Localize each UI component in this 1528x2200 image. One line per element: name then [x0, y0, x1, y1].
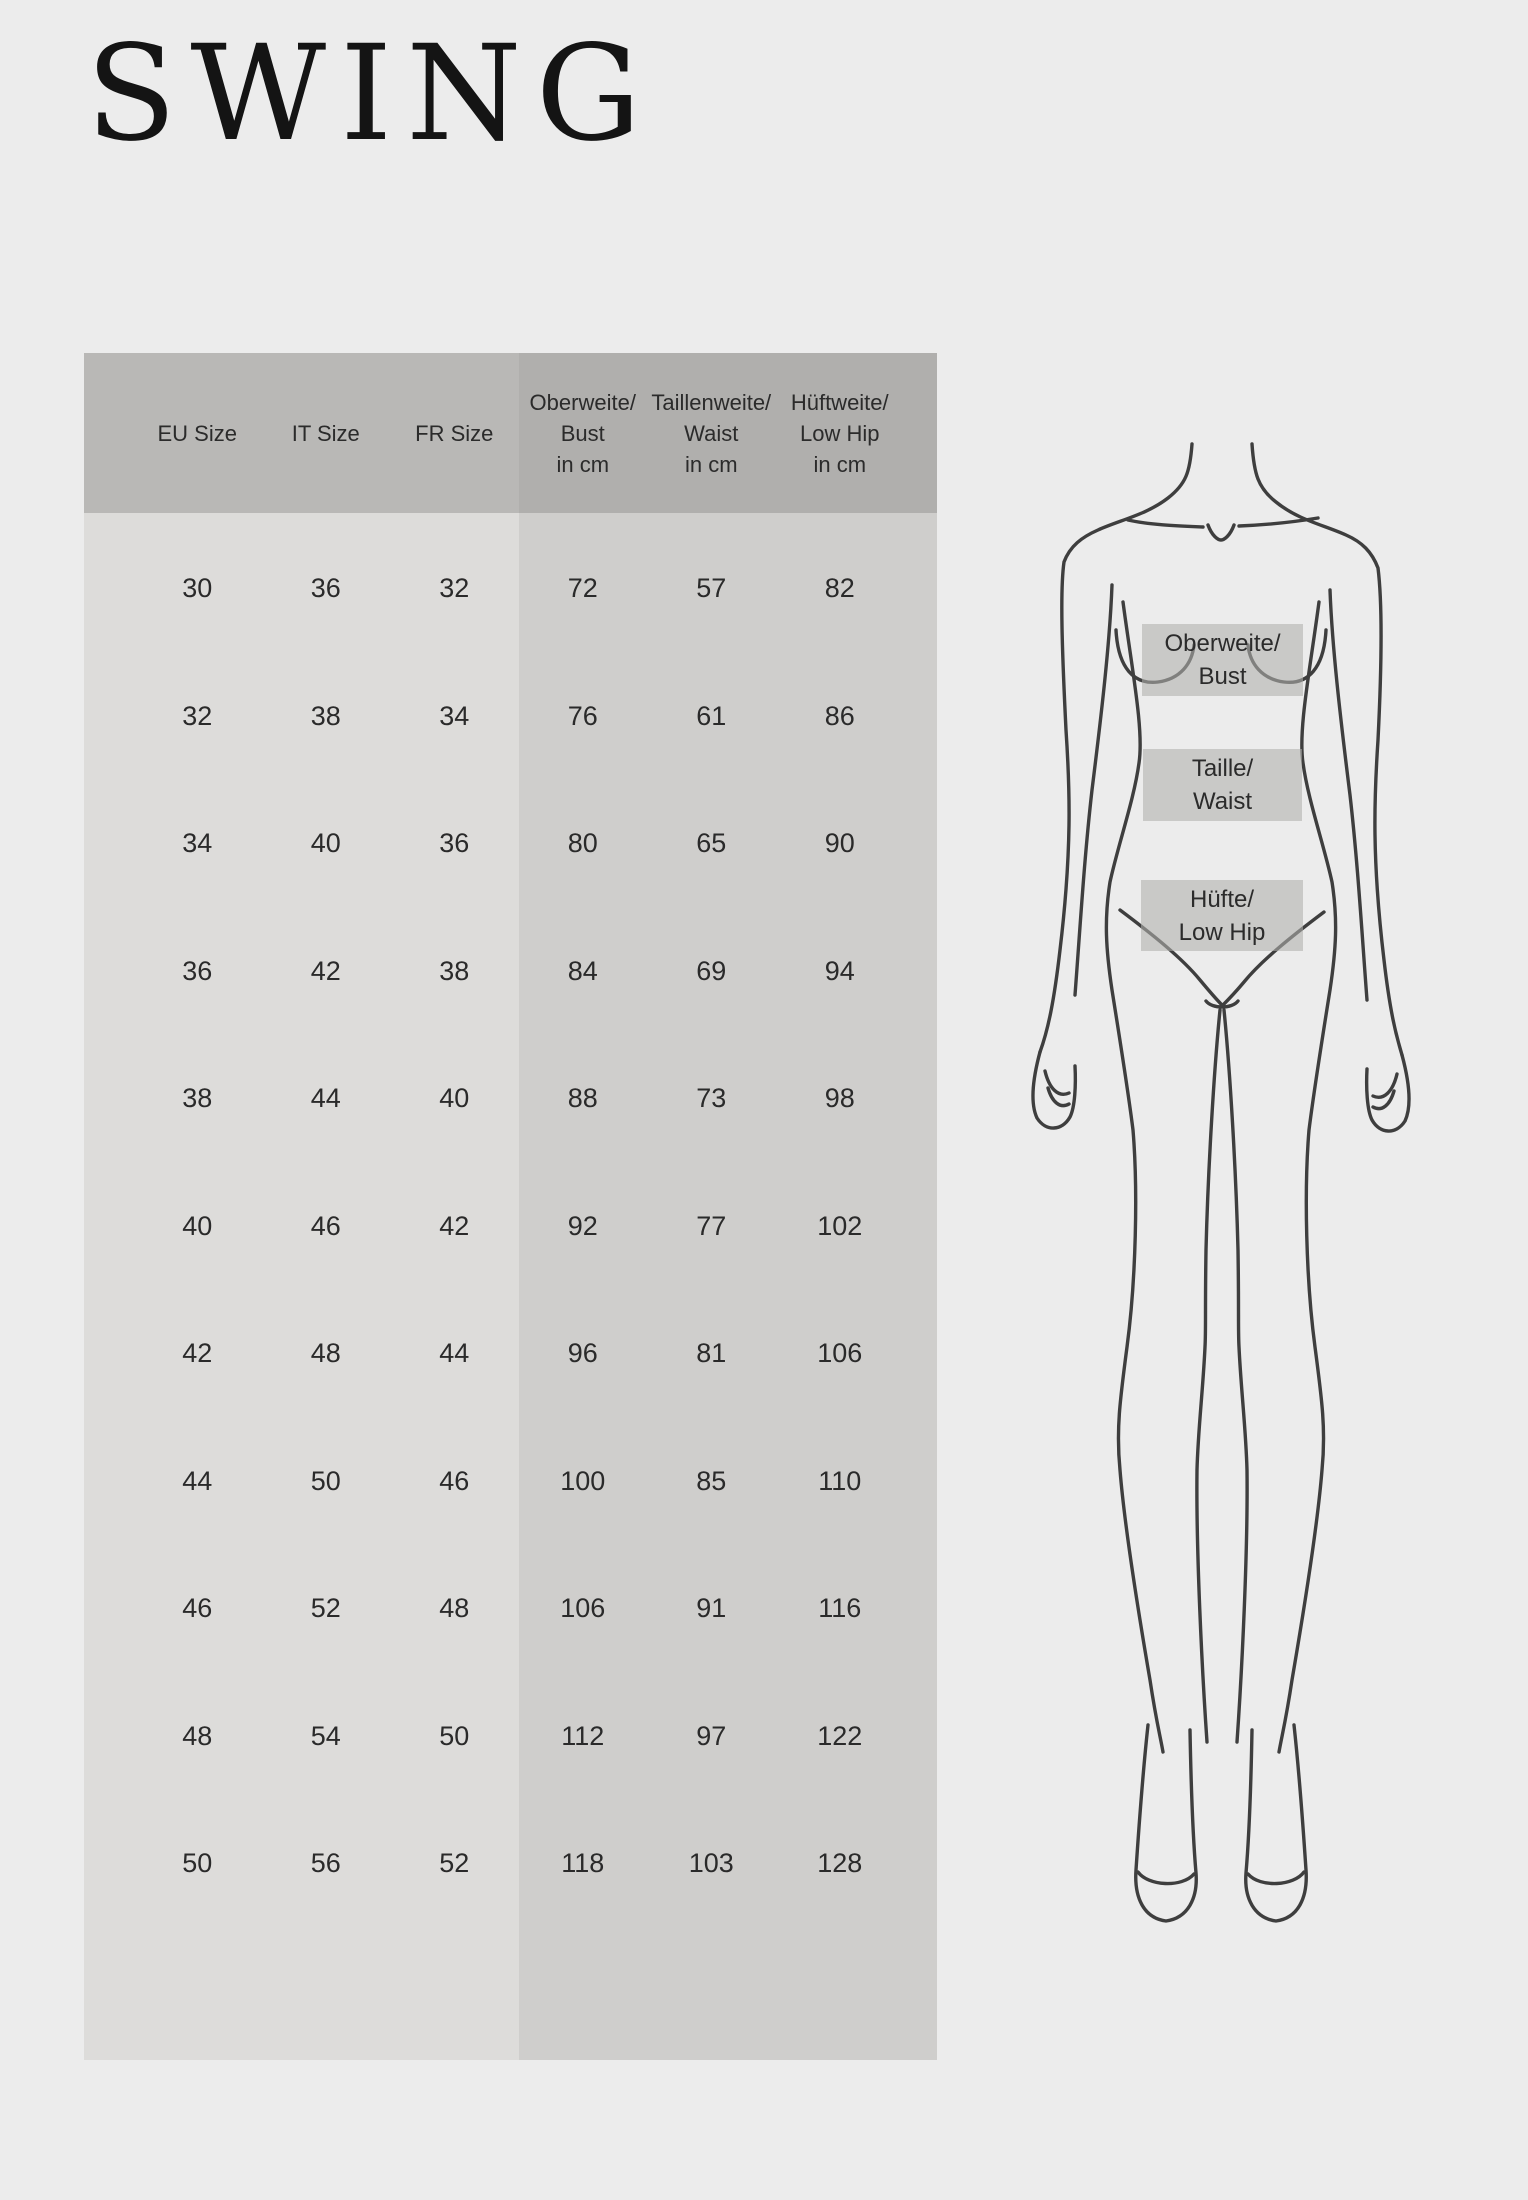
cell-waist: 61 — [696, 700, 727, 731]
column-header-line: Waist — [684, 420, 739, 446]
column-header-line: Taillenweite/ — [651, 389, 772, 415]
cell-fr: 32 — [439, 573, 470, 604]
cell-bust: 96 — [567, 1338, 598, 1369]
cell-low_hip: 122 — [817, 1720, 863, 1751]
body-figure — [1020, 430, 1440, 1930]
column-header-line: Oberweite/ — [529, 389, 636, 415]
cell-low_hip: 94 — [824, 955, 855, 986]
measure-label-line: Bust — [1198, 663, 1247, 690]
figure-left-toe-arc — [1138, 1872, 1194, 1884]
column-header-line: in cm — [684, 451, 738, 477]
cell-fr: 36 — [439, 828, 470, 859]
figure-left-neck-shoulder-arm — [1040, 444, 1192, 1052]
bust-measure-label — [1142, 624, 1303, 696]
cell-bust: 106 — [560, 1593, 606, 1624]
size-table-body — [84, 513, 937, 1928]
column-header-line: in cm — [556, 451, 610, 477]
measure-label-line: Hüfte/ — [1189, 885, 1255, 913]
figure-left-foot — [1136, 1725, 1197, 1921]
hip-measure-label — [1141, 880, 1303, 951]
waist-measure-label — [1143, 749, 1302, 821]
cell-it: 40 — [310, 828, 341, 859]
column-header-measure-1 — [651, 387, 771, 480]
cell-it: 38 — [310, 700, 341, 731]
cell-low_hip: 102 — [817, 1210, 863, 1241]
measure-label-line: Taille/ — [1191, 755, 1254, 782]
cell-fr: 50 — [439, 1720, 470, 1751]
cell-low_hip: 82 — [824, 573, 855, 604]
cell-low_hip: 90 — [824, 828, 855, 859]
cell-low_hip: 106 — [817, 1338, 863, 1369]
cell-eu: 38 — [182, 1083, 213, 1114]
cell-fr: 40 — [439, 1083, 470, 1114]
cell-fr: 42 — [439, 1210, 470, 1241]
cell-waist: 65 — [696, 828, 727, 859]
cell-it: 48 — [310, 1338, 341, 1369]
column-header-size-0: EU Size — [157, 420, 237, 446]
cell-eu: 34 — [182, 828, 213, 859]
cell-bust: 118 — [561, 1848, 605, 1879]
cell-waist: 57 — [696, 573, 727, 604]
size-table — [84, 353, 937, 2060]
cell-it: 54 — [310, 1720, 341, 1751]
cell-it: 46 — [310, 1210, 341, 1241]
cell-fr: 44 — [439, 1338, 470, 1369]
cell-eu: 46 — [182, 1593, 213, 1624]
cell-waist: 103 — [688, 1848, 734, 1879]
cell-fr: 46 — [439, 1465, 470, 1496]
cell-eu: 48 — [182, 1720, 213, 1751]
cell-bust: 80 — [567, 828, 598, 859]
cell-bust: 72 — [567, 573, 598, 604]
cell-waist: 73 — [696, 1083, 727, 1114]
figure-right-toe-arc — [1248, 1872, 1304, 1884]
cell-it: 44 — [310, 1083, 341, 1114]
cell-it: 36 — [310, 573, 341, 604]
cell-waist: 81 — [696, 1338, 727, 1369]
figure-right-fingers — [1373, 1091, 1394, 1109]
cell-eu: 50 — [182, 1848, 213, 1879]
measure-label-line: Oberweite/ — [1164, 630, 1281, 657]
cell-it: 56 — [310, 1848, 341, 1879]
cell-bust: 76 — [567, 700, 598, 731]
brand-title: SWING — [86, 17, 656, 171]
cell-low_hip: 86 — [824, 700, 855, 731]
measure-label-line: Low Hip — [1178, 918, 1266, 946]
cell-it: 42 — [310, 955, 341, 986]
figure-right-inner-leg — [1224, 1010, 1247, 1742]
column-header-line: Low Hip — [800, 420, 880, 446]
column-header-measure-2 — [791, 387, 889, 480]
cell-low_hip: 128 — [817, 1848, 863, 1879]
column-header-size-1: IT Size — [291, 420, 360, 446]
cell-eu: 40 — [182, 1210, 213, 1241]
cell-fr: 48 — [439, 1593, 470, 1624]
column-header-size-2: FR Size — [415, 420, 494, 446]
measure-label-line: Waist — [1192, 788, 1253, 815]
column-header-line: in cm — [813, 451, 867, 477]
cell-eu: 30 — [182, 573, 213, 604]
figure-right-foot — [1246, 1725, 1307, 1921]
cell-eu: 44 — [182, 1465, 213, 1496]
cell-fr: 38 — [439, 955, 470, 986]
cell-bust: 88 — [567, 1083, 598, 1114]
cell-it: 50 — [310, 1465, 341, 1496]
figure-left-fingers — [1048, 1088, 1069, 1106]
cell-eu: 32 — [182, 700, 213, 731]
cell-eu: 42 — [182, 1338, 213, 1369]
cell-bust: 92 — [567, 1210, 598, 1241]
cell-waist: 77 — [696, 1210, 727, 1241]
cell-eu: 36 — [182, 955, 213, 986]
cell-waist: 91 — [696, 1593, 727, 1624]
figure-clavicle-right — [1239, 518, 1318, 526]
figure-left-inner-leg — [1197, 1010, 1220, 1742]
column-header-line: Hüftweite/ — [790, 389, 889, 415]
cell-waist: 69 — [696, 955, 727, 986]
cell-bust: 112 — [561, 1720, 605, 1751]
cell-bust: 100 — [560, 1465, 606, 1496]
size-table-header-row — [84, 353, 937, 513]
cell-fr: 52 — [439, 1848, 470, 1879]
cell-it: 52 — [310, 1593, 341, 1624]
cell-waist: 85 — [696, 1465, 727, 1496]
figure-clavicle-left — [1128, 520, 1203, 527]
cell-low_hip: 98 — [824, 1083, 855, 1114]
cell-low_hip: 116 — [818, 1593, 862, 1624]
column-header-line: Bust — [560, 420, 605, 446]
cell-low_hip: 110 — [818, 1465, 862, 1496]
cell-waist: 97 — [696, 1720, 727, 1751]
figure-clavicle-notch — [1208, 525, 1234, 540]
cell-fr: 34 — [439, 700, 470, 731]
column-header-measure-0 — [530, 387, 636, 480]
cell-bust: 84 — [567, 955, 598, 986]
